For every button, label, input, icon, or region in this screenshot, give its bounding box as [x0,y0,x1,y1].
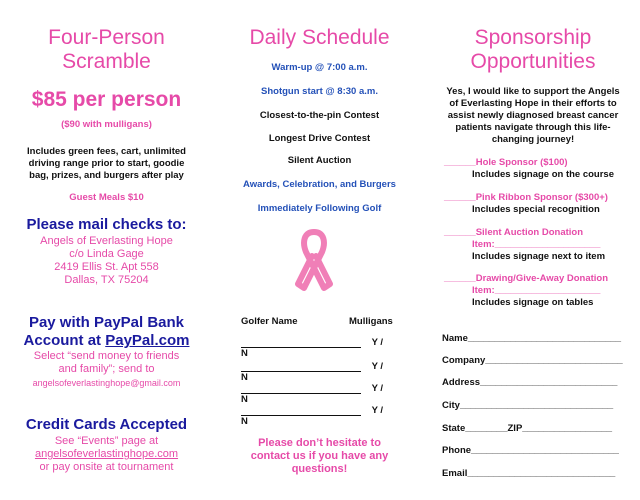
option-blank[interactable]: ______ [444,227,476,238]
option-label: Silent Auction Donation [475,227,584,238]
address-field[interactable]: Address__________________________ [442,377,618,388]
paypal-email: angelsofeverlastinghope@gmail.com [32,378,181,388]
option-blank[interactable]: ______ [444,157,476,168]
mulligan-note: ($90 with mulligans) [61,119,152,130]
credit-cards-info [0,435,213,474]
paypal-heading-line1: Pay with PayPal Bank [28,314,185,331]
golfer-row [241,383,391,405]
option-label: Pink Ribbon Sponsor ($300+) [475,192,608,203]
scramble-title-line1: Four-Person [48,26,165,49]
company-field[interactable]: Company__________________________ [442,355,623,366]
option-label: Drawing/Give-Away Donation [475,273,609,284]
mail-heading: Please mail checks to: [26,216,187,233]
golfer-row [241,405,391,427]
silent-auction-option[interactable] [444,227,629,263]
sponsorship-title-line2: Opportunities [470,50,596,73]
schedule-title: Daily Schedule [249,26,390,49]
golfer-row [241,337,391,359]
includes-line: Includes green fees, cart, unlimited [27,146,186,157]
state-zip-field[interactable]: State________ZIP_________________ [442,423,613,434]
middle-panel [213,0,426,500]
price: $85 per person [31,88,182,111]
golfer-row [241,361,391,383]
option-detail: Includes special recognition [472,204,600,215]
mulligans-label: Mulligans [349,316,393,327]
sponsorship-title-line1: Sponsorship [474,26,592,49]
schedule-silent-auction: Silent Auction [287,155,352,166]
paypal-line: and family”; send to [58,363,155,375]
includes-line: driving range prior to start, goodie [28,158,185,169]
schedule-warmup: Warm-up @ 7:00 a.m. [271,62,368,73]
schedule-closest-pin: Closest-to-the-pin Contest [259,110,380,121]
paypal-line: Select “send money to friends [33,350,180,362]
intro-line: of Everlasting Hope in their efforts to [449,98,617,109]
intro-line: changing journey! [491,134,575,145]
golfer-name-line[interactable] [241,361,361,372]
closing-message [213,437,426,476]
mulligan-yn[interactable]: Y / N [241,405,384,427]
golfer-name-label: Golfer Name [241,316,298,327]
includes-text [0,146,213,182]
mulligan-yn[interactable]: Y / N [241,383,384,405]
intro-line: patients navigate through this life- [455,122,611,133]
mail-address [0,235,213,287]
paypal-link[interactable]: PayPal.com [105,332,190,349]
schedule-awards: Awards, Celebration, and Burgers [243,179,396,190]
cc-line: or pay onsite at tournament [39,461,174,473]
golfer-name-line[interactable] [241,405,361,416]
closing-line: Please don’t hesitate to [258,437,381,449]
address-line: Dallas, TX 75204 [64,274,149,286]
city-field[interactable]: City_____________________________ [442,400,614,411]
right-panel [426,0,640,500]
intro-line: Yes, I would like to support the Angels [446,86,620,97]
paypal-heading-line2 [0,332,213,350]
schedule-following: Immediately Following Golf [257,203,382,214]
option-label: Hole Sponsor ($100) [475,157,568,168]
intro-line: assist newly diagnosed breast cancer [447,110,619,121]
left-panel [0,0,213,500]
cc-line: See “Events” page at [54,435,159,447]
item-line[interactable]: Item:____________________ [472,285,601,296]
hole-sponsor-option[interactable] [444,157,629,181]
golfer-name-line[interactable] [241,337,361,348]
name-field[interactable]: Name_____________________________ [442,333,622,344]
credit-cards-heading: Credit Cards Accepted [25,416,188,433]
email-field[interactable]: Email____________________________ [442,468,616,479]
sponsorship-intro [426,86,640,146]
address-line: Angels of Everlasting Hope [40,235,173,247]
option-detail: Includes signage on tables [472,297,594,308]
golfer-name-line[interactable] [241,383,361,394]
paypal-instructions [0,350,213,376]
option-blank[interactable]: ______ [444,273,476,284]
option-blank[interactable]: ______ [444,192,476,203]
scramble-title [0,26,213,74]
events-website-link[interactable]: angelsofeverlastinghope.com [34,448,179,460]
includes-line: bag, prizes, and burgers after play [29,170,184,181]
phone-field[interactable]: Phone____________________________ [442,445,619,456]
address-line: 2419 Ellis St. Apt 558 [54,261,159,273]
mulligan-yn[interactable]: Y / N [241,337,384,359]
option-detail: Includes signage on the course [472,169,615,180]
pink-ribbon-sponsor-option[interactable] [444,192,629,216]
address-line: c/o Linda Gage [69,248,144,260]
schedule-longest-drive: Longest Drive Contest [268,133,371,144]
guest-meals: Guest Meals $10 [69,192,144,203]
drawing-giveaway-option[interactable] [444,273,629,309]
pink-ribbon-icon [294,228,334,292]
scramble-title-line2: Scramble [62,50,151,73]
paypal-heading [0,314,213,350]
option-detail: Includes signage next to item [472,251,606,262]
closing-line: contact us if you have any [250,450,389,462]
mulligan-yn[interactable]: Y / N [241,361,384,383]
item-line[interactable]: Item:____________________ [472,239,601,250]
sponsorship-title [426,26,640,74]
schedule-shotgun: Shotgun start @ 8:30 a.m. [261,86,378,97]
closing-line: questions! [291,463,348,475]
paypal-heading-prefix: Account at [23,332,106,349]
